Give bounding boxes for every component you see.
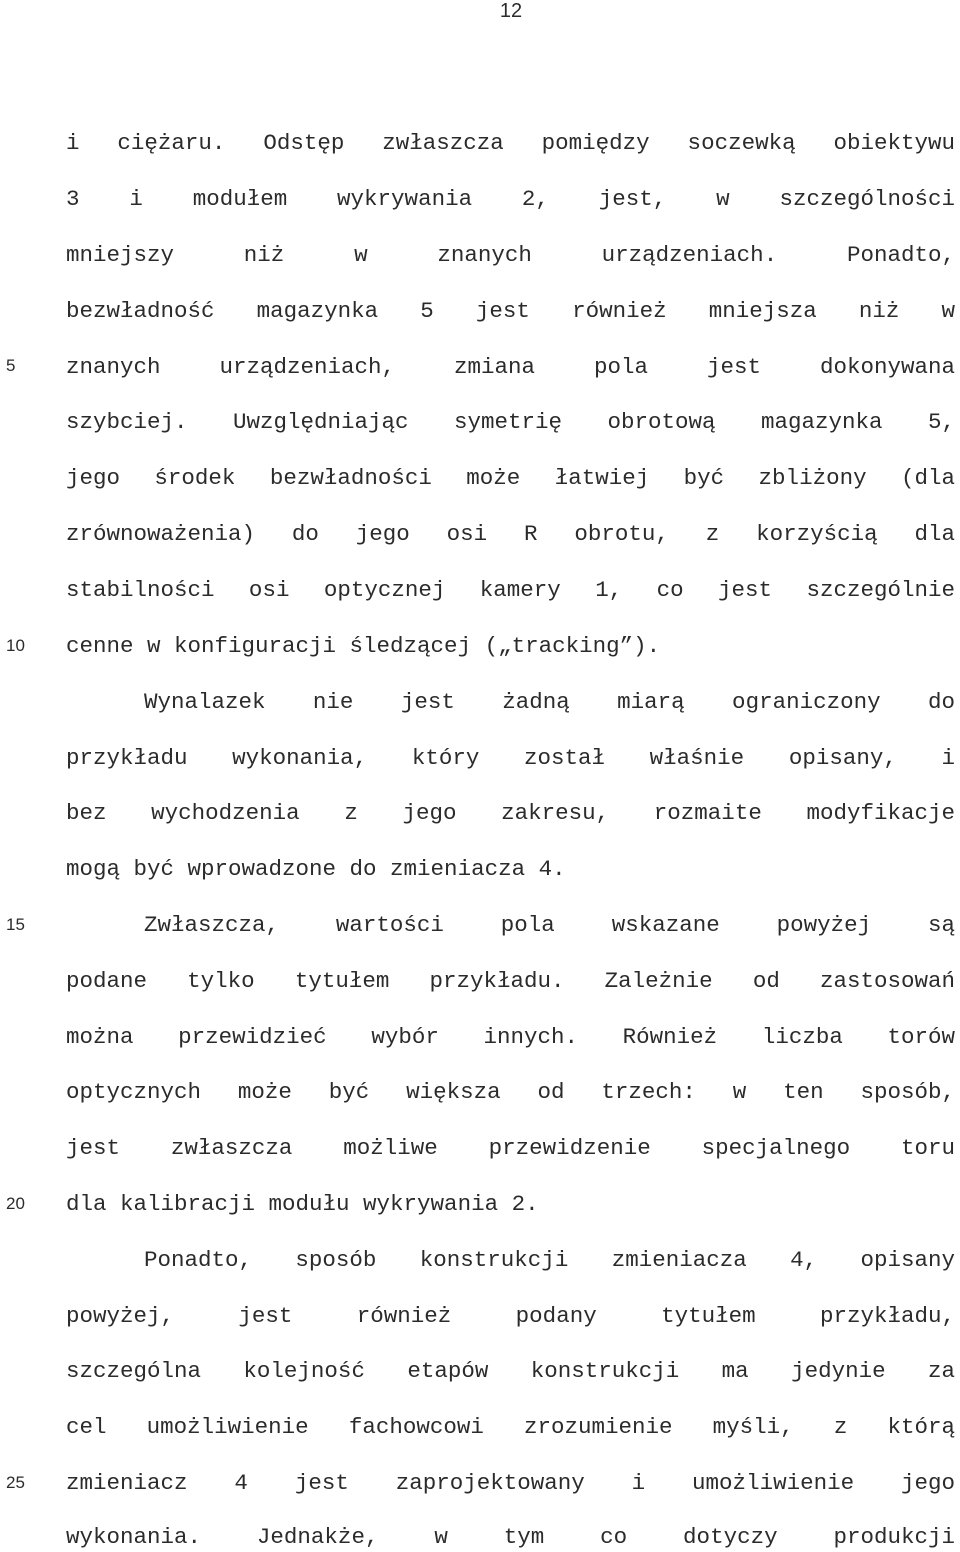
paragraph-start-line: Wynalazek nie jest żadną miarą ograniczony do [144, 689, 955, 715]
text-line: jest zwłaszcza możliwe przewidzenie specjalnego toru [66, 1135, 955, 1161]
text-line: szybciej. Uwzględniając symetrię obrotową magazynka 5, [66, 409, 955, 435]
text-line: cel umożliwienie fachowcowi zrozumienie myśli, z którą [66, 1414, 955, 1440]
text-line: bezwładność magazynka 5 jest również mniejsza niż w [66, 298, 955, 324]
text-line: zrównoważenia) do jego osi R obrotu, z korzyścią dla [66, 521, 955, 547]
text-line: można przewidzieć wybór innych. Również liczba torów [66, 1024, 955, 1050]
text-line: dla kalibracji modułu wykrywania 2. [66, 1191, 539, 1217]
text-line: podane tylko tytułem przykładu. Zależnie od zastosowań [66, 968, 955, 994]
text-line: stabilności osi optycznej kamery 1, co jest szczególnie [66, 577, 955, 603]
line-number-25: 25 [6, 1473, 25, 1492]
text-line: powyżej, jest również podany tytułem przykładu, [66, 1303, 955, 1329]
text-line: znanych urządzeniach, zmiana pola jest dokonywana [66, 354, 955, 380]
paragraph-start-line: Zwłaszcza, wartości pola wskazane powyżej są [144, 912, 955, 938]
page-number: 12 [499, 0, 523, 22]
line-number-5: 5 [6, 356, 16, 375]
text-line: mogą być wprowadzone do zmieniacza 4. [66, 856, 566, 882]
text-line: cenne w konfiguracji śledzącej („tracking”). [66, 633, 661, 659]
text-line: przykładu wykonania, który został właśnie opisany, i [66, 745, 955, 771]
text-line: zmieniacz 4 jest zaprojektowany i umożliwienie jego [66, 1470, 955, 1496]
text-line: i ciężaru. Odstęp zwłaszcza pomiędzy soczewką obiektywu [66, 130, 955, 156]
text-line: mniejszy niż w znanych urządzeniach. Ponadto, [66, 242, 955, 268]
text-line: bez wychodzenia z jego zakresu, rozmaite modyfikacje [66, 800, 955, 826]
line-number-20: 20 [6, 1194, 25, 1213]
text-line: wykonania. Jednakże, w tym co dotyczy produkcji [66, 1524, 955, 1550]
line-number-15: 15 [6, 915, 25, 934]
text-line: jego środek bezwładności może łatwiej być zbliżony (dla [66, 465, 955, 491]
text-line: 3 i modułem wykrywania 2, jest, w szczególności [66, 186, 955, 212]
text-line: szczególna kolejność etapów konstrukcji ma jedynie za [66, 1358, 955, 1384]
text-line: optycznych może być większa od trzech: w ten sposób, [66, 1079, 955, 1105]
line-number-10: 10 [6, 636, 25, 655]
paragraph-start-line: Ponadto, sposób konstrukcji zmieniacza 4, opisany [144, 1247, 955, 1273]
